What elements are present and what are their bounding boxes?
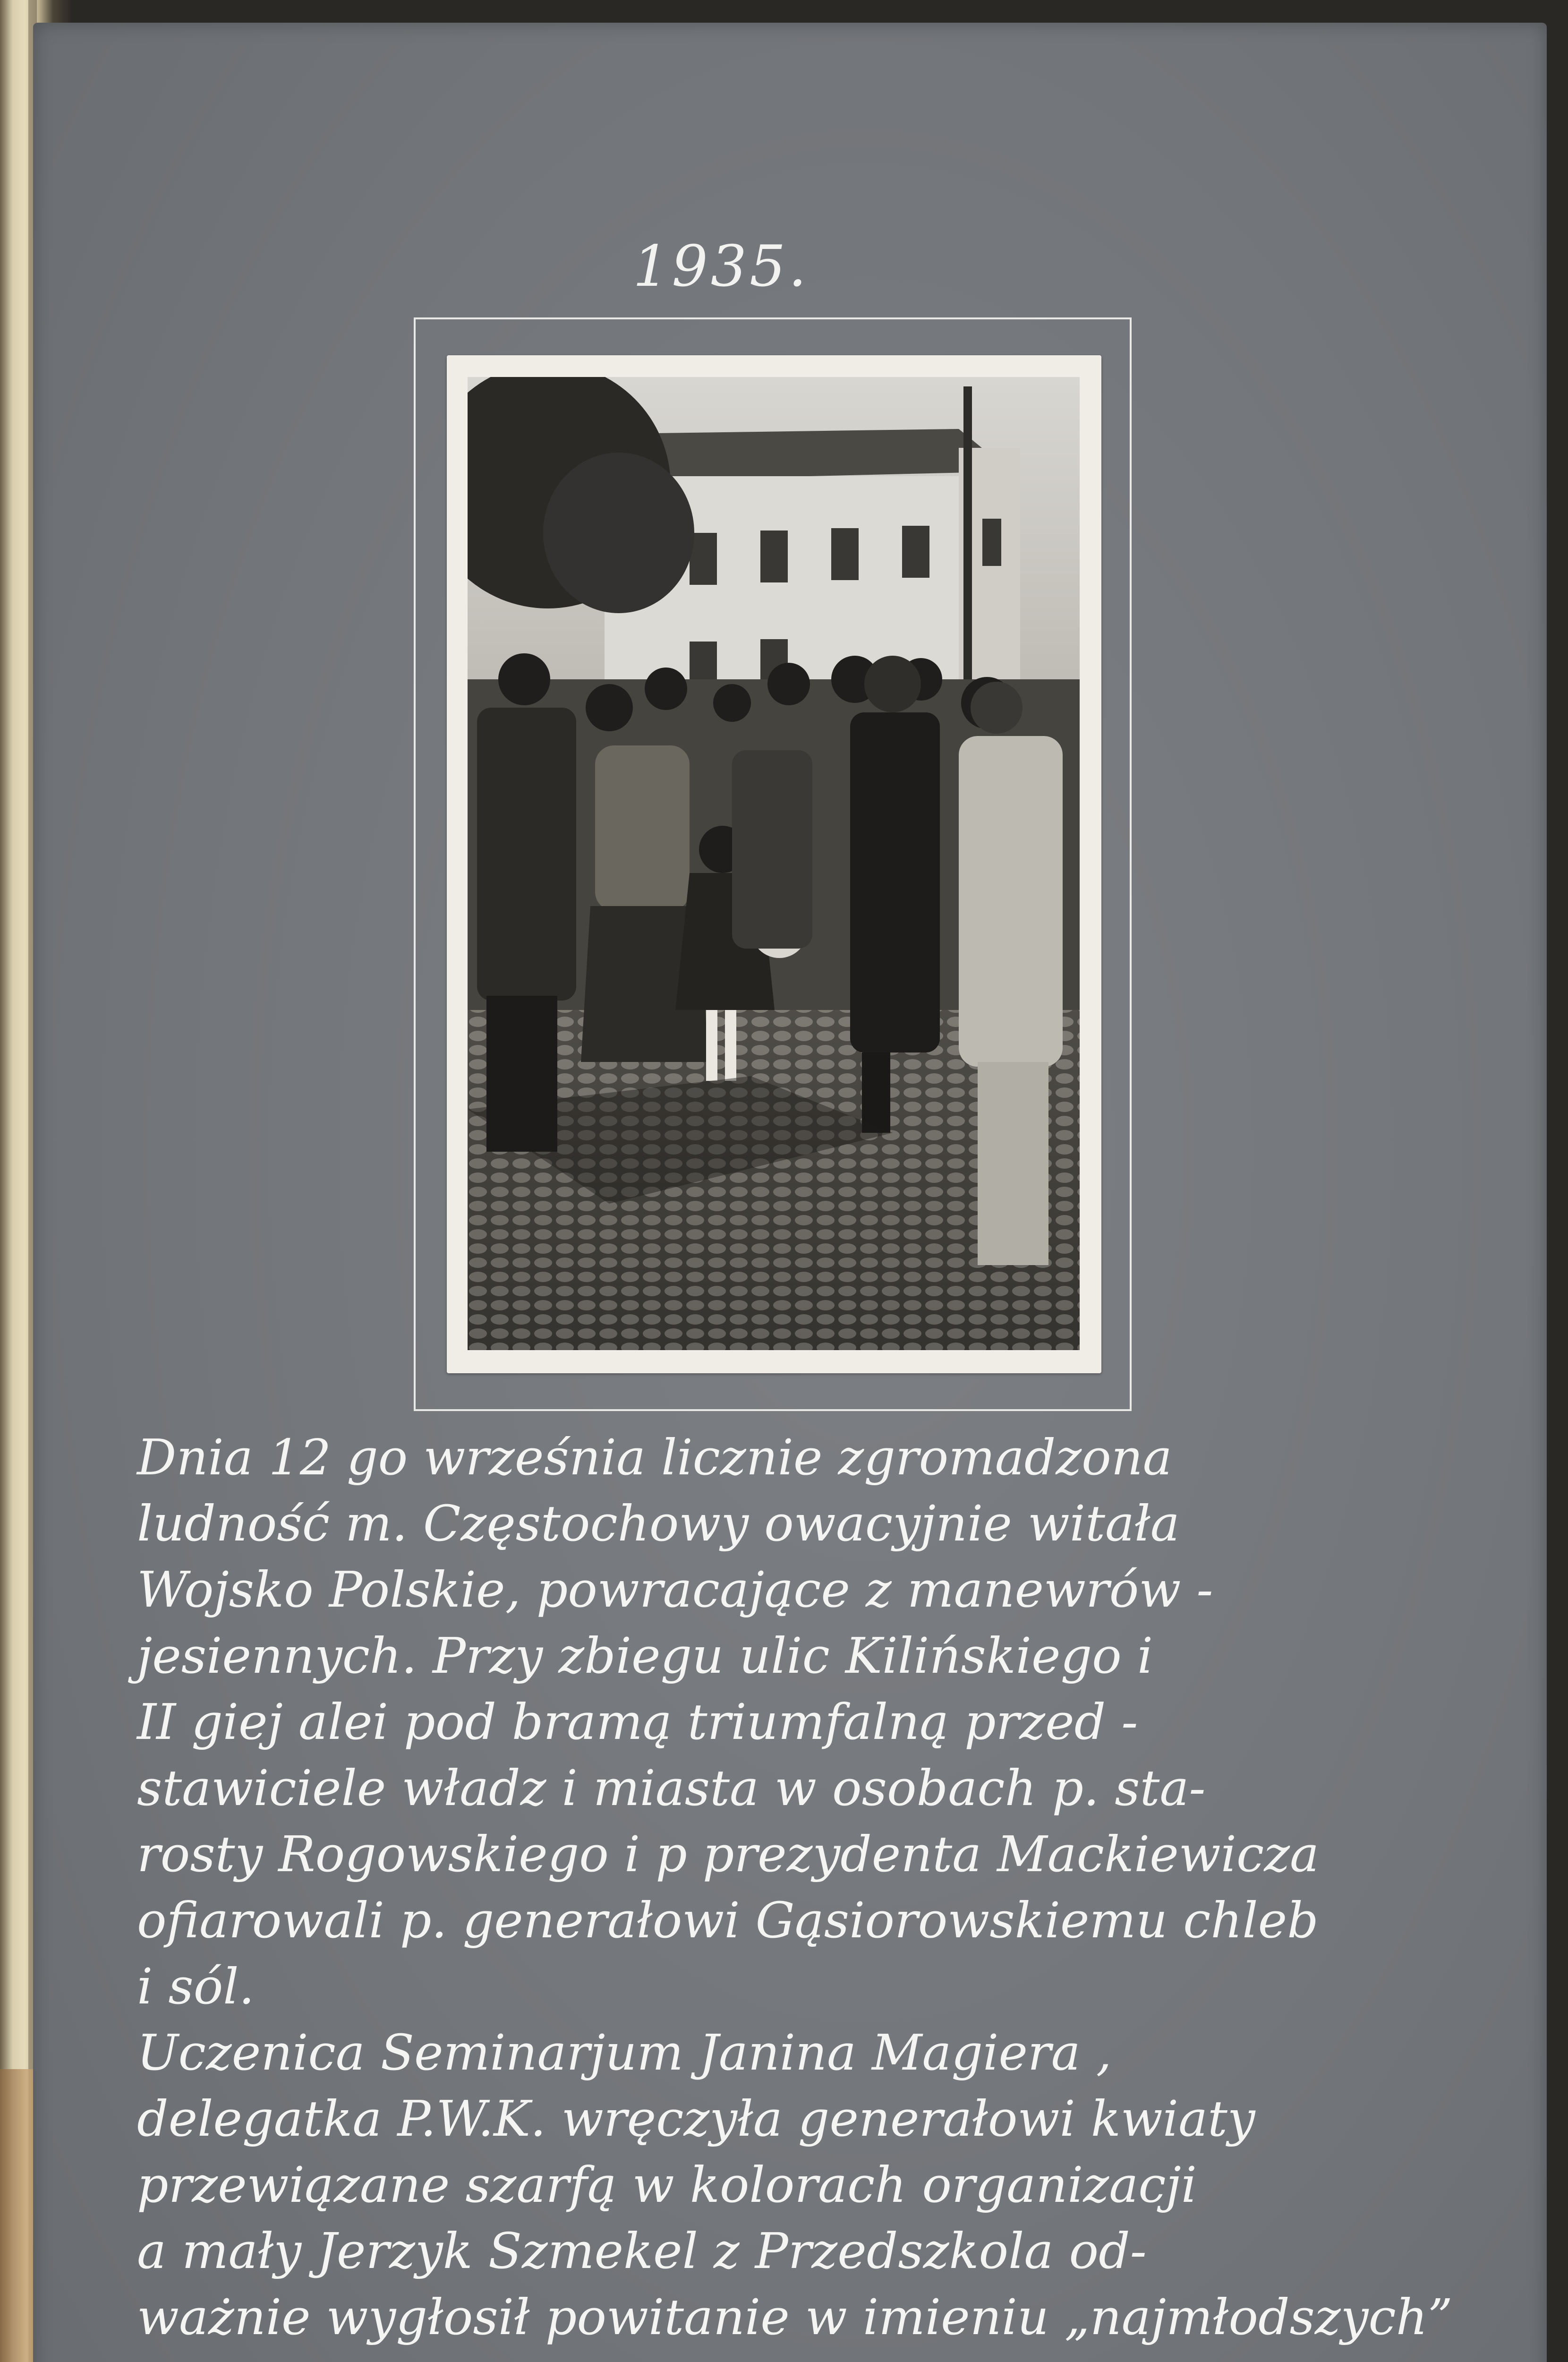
caption-line: przewiązane szarfą w kolorach organizacji bbox=[137, 2156, 1197, 2214]
caption-line: Wojsko Polskie, powracające z manewrów - bbox=[137, 1561, 1213, 1618]
historical-photograph bbox=[468, 377, 1080, 1350]
caption-line: ofiarowali p. generałowi Gąsiorowskiemu chleb bbox=[137, 1891, 1319, 1949]
caption-line: delegatka P.W.K. wręczyła generałowi kwiaty bbox=[137, 2090, 1255, 2148]
handwritten-caption bbox=[137, 1424, 1453, 2350]
caption-line: jesiennych. Przy zbiegu ulic Kilińskiego i bbox=[137, 1627, 1153, 1685]
caption-line: i sól. bbox=[137, 1958, 255, 2015]
caption-line: a mały Jerzyk Szmekel z Przedszkola od- bbox=[137, 2222, 1147, 2280]
caption-line: rosty Rogowskiego i p prezydenta Mackiewicza bbox=[137, 1825, 1320, 1883]
caption-line: Dnia 12 go września licznie zgromadzona bbox=[137, 1429, 1172, 1486]
caption-line: stawiciele władz i miasta w osobach p. sta- bbox=[137, 1759, 1206, 1817]
caption-line: ważnie wygłosił powitanie w imieniu „najmłodszych” bbox=[137, 2288, 1453, 2346]
caption-line: ludność m. Częstochowy owacyjnie witała bbox=[137, 1495, 1180, 1552]
page-year-heading: 1935. bbox=[633, 234, 810, 300]
caption-line: II giej alei pod bramą triumfalną przed - bbox=[137, 1693, 1138, 1751]
caption-line: Uczenica Seminarjum Janina Magiera , bbox=[137, 2024, 1112, 2081]
photograph-illustration bbox=[468, 377, 1080, 1350]
